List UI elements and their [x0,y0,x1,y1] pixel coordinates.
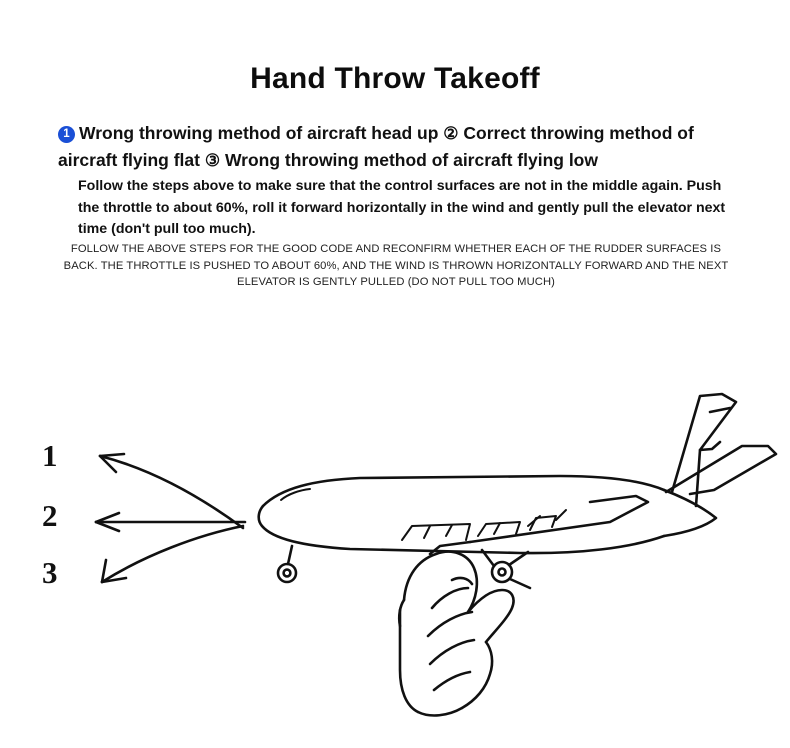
caps-note-paragraph: FOLLOW THE ABOVE STEPS FOR THE GOOD CODE AND RECONFIRM WHETHER EACH OF THE RUDDER SURFACES IS BACK. THE THROTTLE IS PUSHED TO ABOUT 60%, AND THE WIND IS THROWN HORIZONTALLY FORWARD AND THE NEXT ELEVATOR IS GENTLY PULLED (DO NOT PULL TOO MUCH) [63,243,729,288]
hand-holding-plane [399,552,513,716]
illustration-step-3-label: 3 [42,555,58,590]
description-paragraph: Follow the steps above to make sure that the control surfaces are not in the middle again. Push the throttle to about 60%, roll it forward horizontally in the wind and gently pull the elevator next time (don't pull too much). [78,178,726,237]
airplane-electronics-bay [402,516,556,540]
list-marker-2: ② [443,124,459,143]
arrow-up-left [100,454,243,528]
list-item-1-text: Wrong throwing method of aircraft head up [79,123,439,143]
airplane-fuselage [259,476,716,553]
illustration-area [0,350,790,748]
page-title: Hand Throw Takeoff [250,62,540,95]
numbered-instructions [58,120,748,174]
list-marker-1: 1 [58,126,75,143]
propeller-hub [482,550,530,588]
illustration-step-1-label: 1 [42,438,58,473]
arrow-left [96,513,245,531]
airplane-tail-fin [672,394,736,506]
landing-gear-front [278,546,296,582]
list-marker-3: ③ [204,151,221,170]
arrow-down-left [102,526,243,582]
list-item-3-text: Wrong throwing method of aircraft flying low [224,150,598,170]
illustration-drawing [0,350,790,748]
illustration-step-2-label: 2 [42,498,58,533]
list-item-2-text: Correct throwing method of aircraft flying flat [58,123,694,170]
